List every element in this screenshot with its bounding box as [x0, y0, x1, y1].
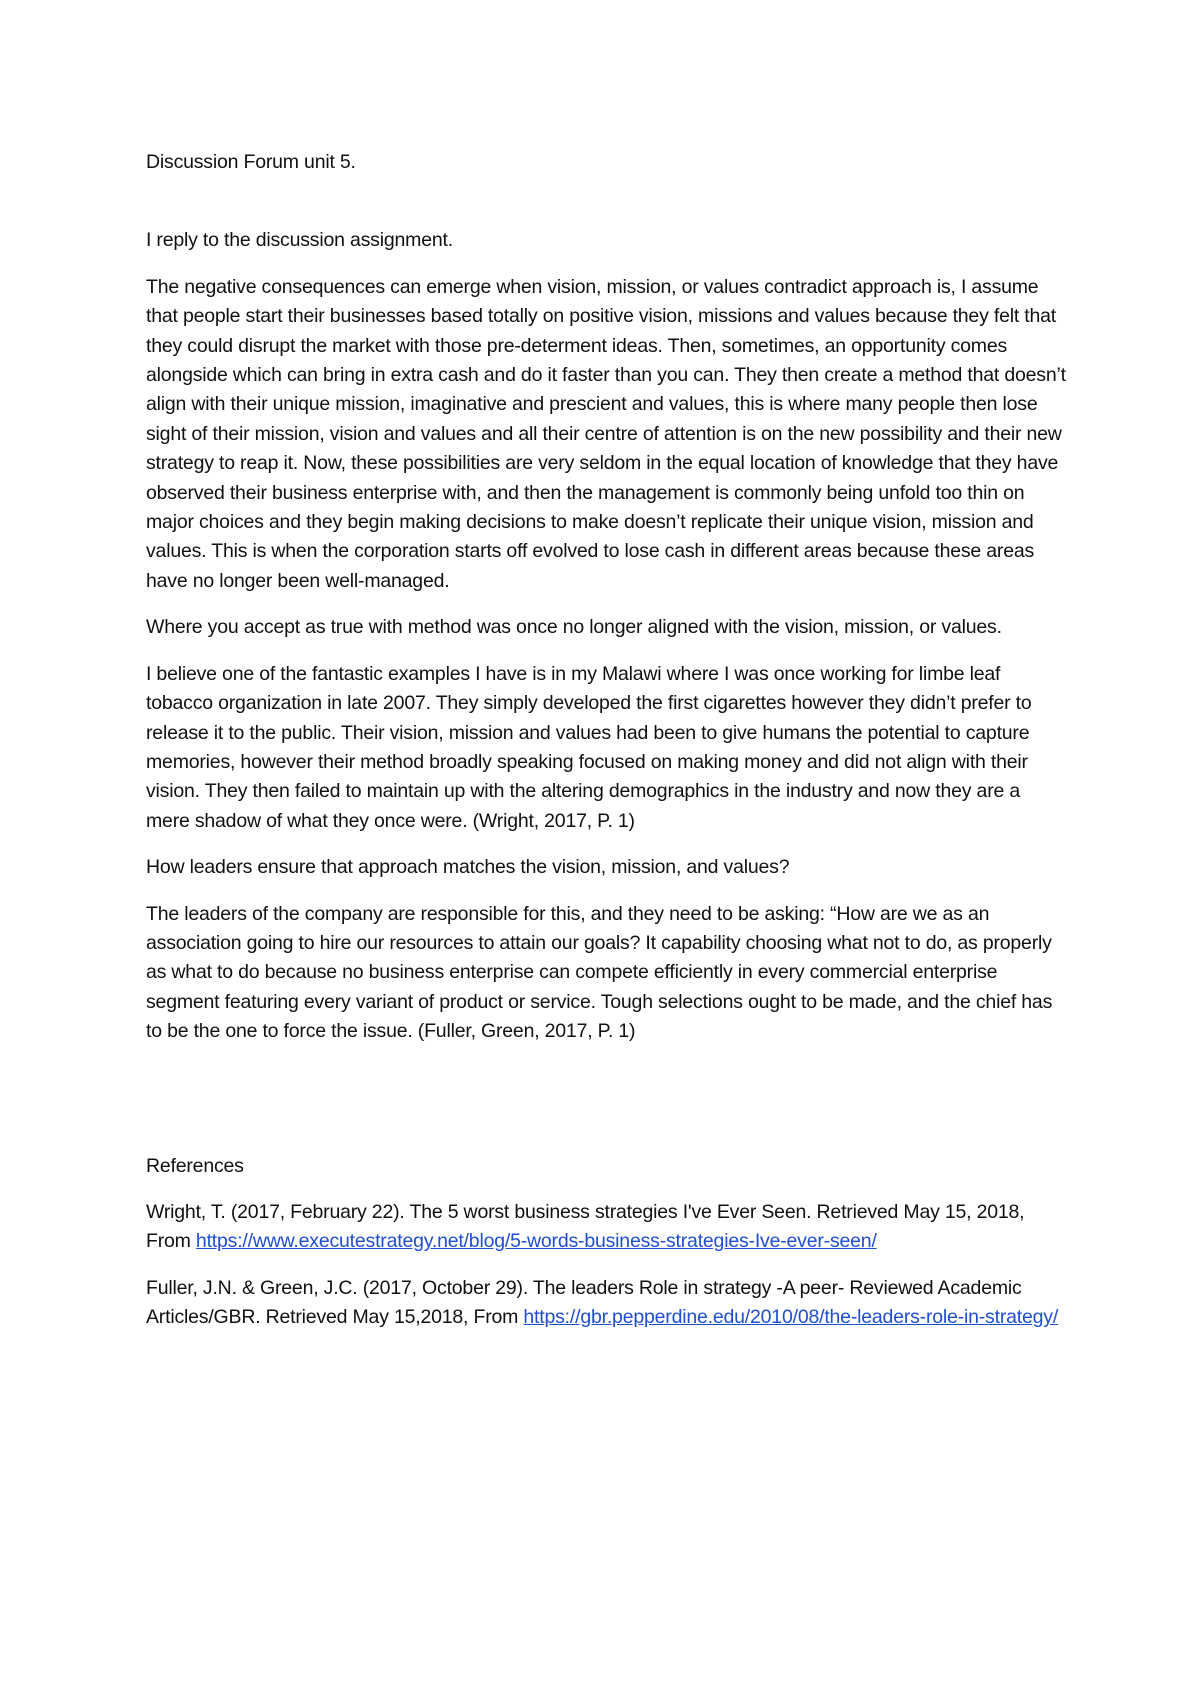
spacer — [146, 1064, 1066, 1152]
body-paragraph: The leaders of the company are responsible for this, and they need to be asking: “How are we as an association going to hire our resources to attain our goals? It capability choosing what not to do, as properly as what to do because no business enterprise can compete efficiently in every commercial enterprise segment featuring every variant of product or service. Tough selections ought to be made, and the chief has to be the one to force the issue. (Fuller, Green, 2017, P. 1) — [146, 902, 1053, 1043]
reference-link[interactable]: https://gbr.pepperdine.edu/2010/08/the-leaders-role-in-strategy/ — [523, 1306, 1059, 1329]
intro-paragraph: I reply to the discussion assignment. — [146, 229, 453, 252]
references-heading: References — [146, 1154, 244, 1177]
reference-text: Fuller, J.N. & Green, J.C. (2017, October 29). The leaders Role in strategy -A peer- Reviewed Academic Articles/GBR. Retrieved May 15,2018, From — [146, 1276, 1022, 1329]
reference-item — [146, 1274, 1066, 1333]
body-paragraph: Where you accept as true with method was once no longer aligned with the vision, mission, or values. — [146, 616, 1002, 639]
body-paragraph: How leaders ensure that approach matches the vision, mission, and values? — [146, 856, 790, 879]
document-body — [146, 148, 1066, 1350]
reference-text: Wright, T. (2017, February 22). The 5 worst business strategies I've Ever Seen. Retrieved May 15, 2018, From — [146, 1200, 1025, 1253]
body-paragraph: I believe one of the fantastic examples I have is in my Malawi where I was once working for limbe leaf tobacco organization in late 2007. They simply developed the first cigarettes however they didn’t prefer to release it to the public. Their vision, mission and values had been to give humans the potential to capture memories, however their method broadly speaking focused on making money and did not align with their vision. They then failed to maintain up with the altering demographics in the industry and now they are a mere shadow of what they once were. (Wright, 2017, P. 1) — [146, 662, 1032, 832]
document-title: Discussion Forum unit 5. — [146, 151, 356, 173]
body-paragraph: The negative consequences can emerge when vision, mission, or values contradict approach is, I assume that people start their businesses based totally on positive vision, missions and values because they felt that they could disrupt the market with those pre-determent ideas. Then, sometimes, an opportunity comes alongside which can bring in extra cash and do it faster than you can. They then create a method that doesn’t align with their unique mission, imaginative and prescient and values, this is where many people then lose sight of their mission, vision and values and all their centre of attention is on the new possibility and their new strategy to reap it. Now, these possibilities are very seldom in the equal location of knowledge that they have observed their business enterprise with, and then the management is commonly being unfold too thin on major choices and they begin making decisions to make doesn’t replicate their unique vision, mission and values. This is when the corporation starts off evolved to lose cash in different areas because these areas have no longer been well-managed. — [146, 275, 1066, 592]
reference-item — [146, 1198, 1066, 1257]
reference-link[interactable]: https://www.executestrategy.net/blog/5-words-business-strategies-Ive-ever-seen/ — [195, 1230, 877, 1253]
spacer — [146, 177, 1066, 226]
